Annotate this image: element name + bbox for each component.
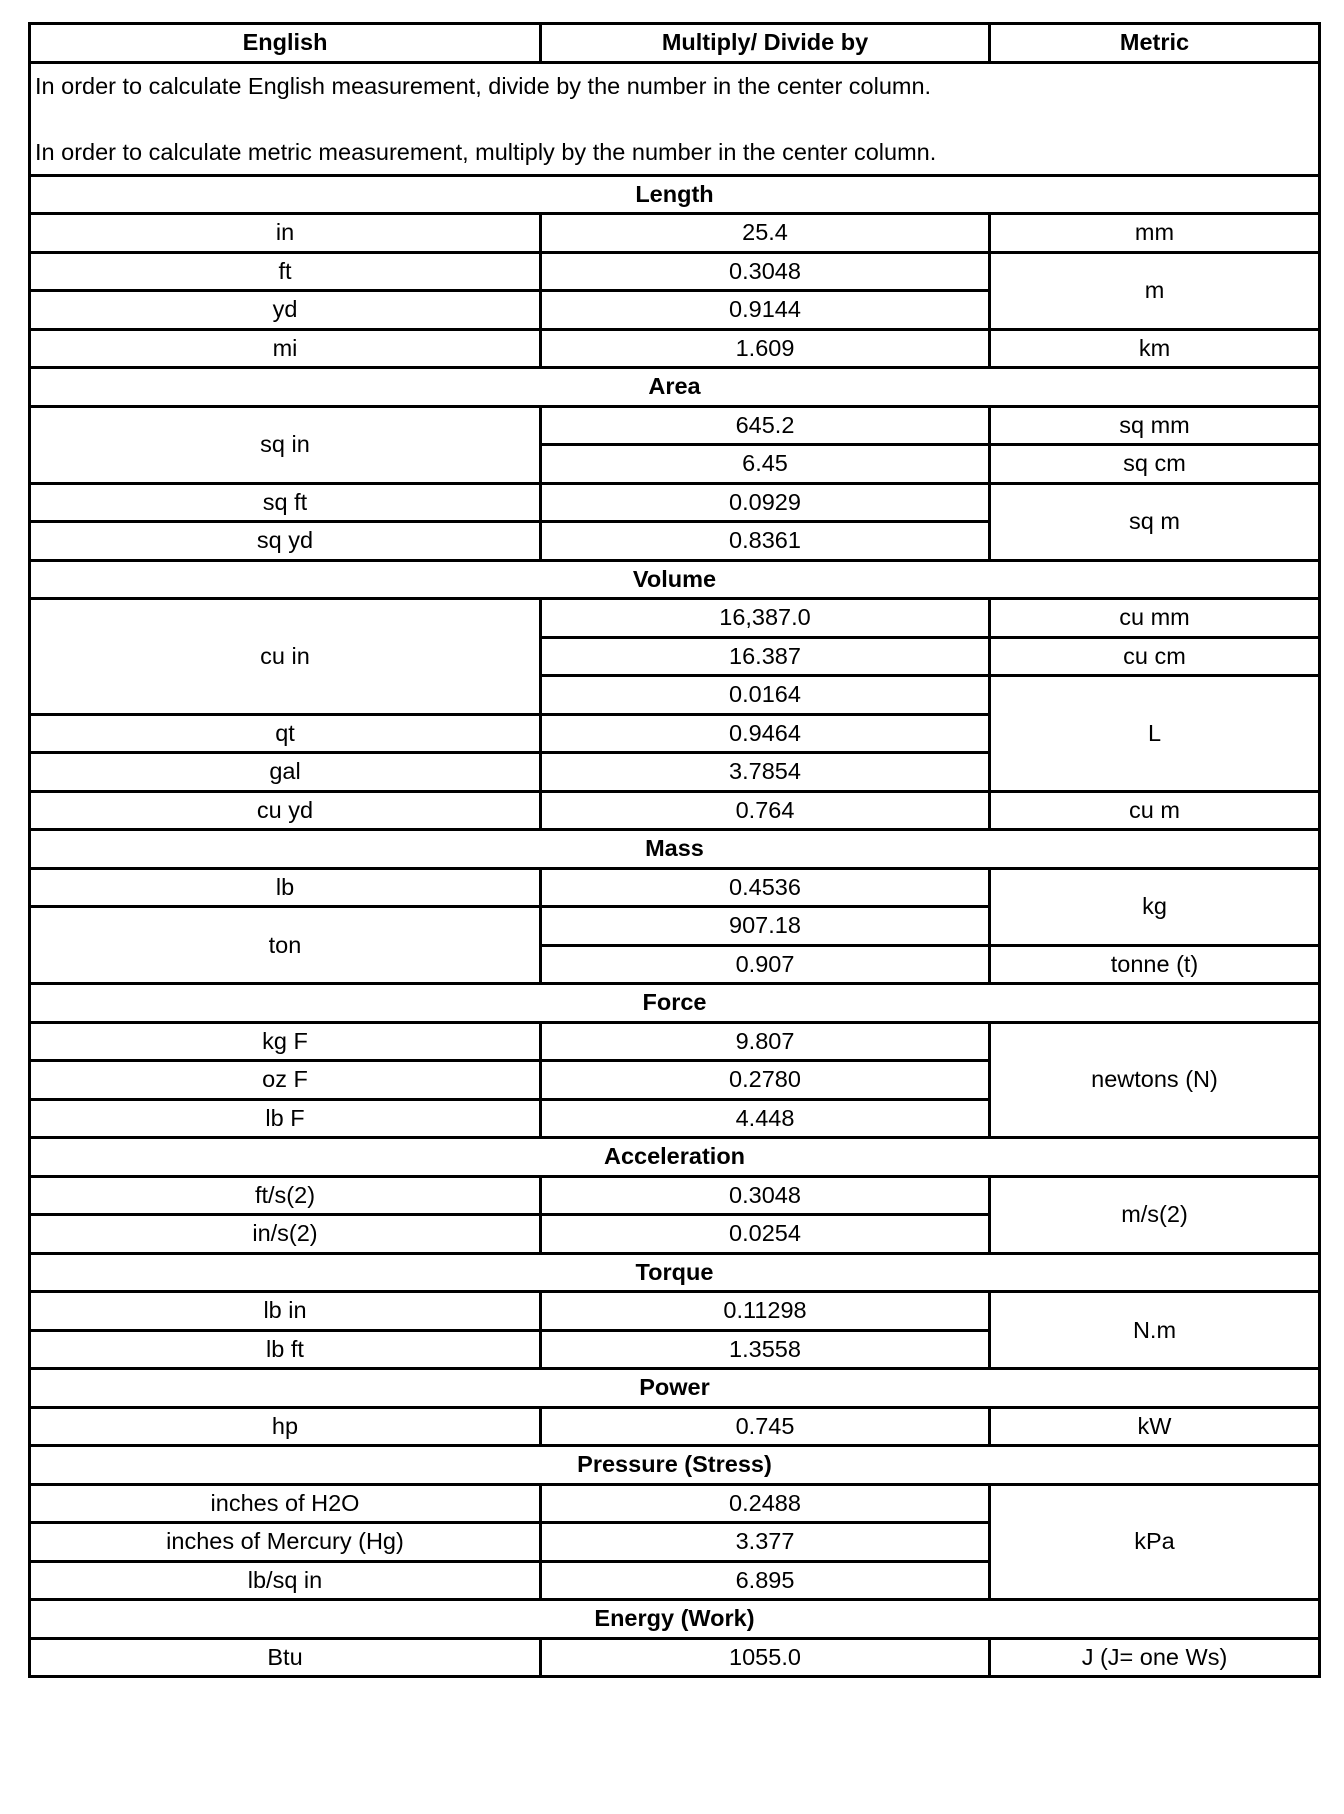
english-unit: ton bbox=[30, 907, 541, 984]
conversion-factor: 0.9144 bbox=[541, 291, 990, 330]
section-title-force: Force bbox=[30, 984, 1320, 1023]
conversion-factor: 0.4536 bbox=[541, 868, 990, 907]
metric-unit: m/s(2) bbox=[990, 1176, 1320, 1253]
section-title-acceleration: Acceleration bbox=[30, 1138, 1320, 1177]
metric-unit: km bbox=[990, 329, 1320, 368]
english-unit: Btu bbox=[30, 1638, 541, 1677]
metric-unit: sq mm bbox=[990, 406, 1320, 445]
english-unit: oz F bbox=[30, 1061, 541, 1100]
english-unit: mi bbox=[30, 329, 541, 368]
english-unit: sq in bbox=[30, 406, 541, 483]
header-english: English bbox=[30, 24, 541, 63]
english-unit: inches of Mercury (Hg) bbox=[30, 1523, 541, 1562]
conversion-factor: 16,387.0 bbox=[541, 599, 990, 638]
metric-unit: kW bbox=[990, 1407, 1320, 1446]
metric-unit: cu m bbox=[990, 791, 1320, 830]
conversion-factor: 1055.0 bbox=[541, 1638, 990, 1677]
section-row-length bbox=[30, 175, 1320, 214]
table-row bbox=[30, 1638, 1320, 1677]
table-row bbox=[30, 406, 1320, 445]
instructions-row bbox=[30, 62, 1320, 175]
metric-unit: newtons (N) bbox=[990, 1022, 1320, 1138]
metric-unit: kPa bbox=[990, 1484, 1320, 1600]
conversion-factor: 1.3558 bbox=[541, 1330, 990, 1369]
section-row-acceleration bbox=[30, 1138, 1320, 1177]
section-title-length: Length bbox=[30, 175, 1320, 214]
instructions-cell bbox=[30, 62, 1320, 175]
metric-unit: N.m bbox=[990, 1292, 1320, 1369]
conversion-factor: 0.0164 bbox=[541, 676, 990, 715]
english-unit: cu in bbox=[30, 599, 541, 715]
table-row bbox=[30, 329, 1320, 368]
table-row bbox=[30, 791, 1320, 830]
conversion-factor: 1.609 bbox=[541, 329, 990, 368]
english-unit: gal bbox=[30, 753, 541, 792]
table-row bbox=[30, 1292, 1320, 1331]
header-metric: Metric bbox=[990, 24, 1320, 63]
conversion-factor: 16.387 bbox=[541, 637, 990, 676]
metric-unit: cu mm bbox=[990, 599, 1320, 638]
conversion-factor: 6.895 bbox=[541, 1561, 990, 1600]
conversion-factor: 3.377 bbox=[541, 1523, 990, 1562]
english-unit: inches of H2O bbox=[30, 1484, 541, 1523]
section-row-torque bbox=[30, 1253, 1320, 1292]
conversion-factor: 0.9464 bbox=[541, 714, 990, 753]
conversion-factor: 0.745 bbox=[541, 1407, 990, 1446]
metric-unit: kg bbox=[990, 868, 1320, 945]
conversion-factor: 25.4 bbox=[541, 214, 990, 253]
conversion-factor: 0.2488 bbox=[541, 1484, 990, 1523]
english-unit: in bbox=[30, 214, 541, 253]
table-row bbox=[30, 1176, 1320, 1215]
conversion-factor: 6.45 bbox=[541, 445, 990, 484]
metric-unit: sq m bbox=[990, 483, 1320, 560]
english-unit: yd bbox=[30, 291, 541, 330]
conversion-factor: 645.2 bbox=[541, 406, 990, 445]
english-unit: qt bbox=[30, 714, 541, 753]
metric-unit: mm bbox=[990, 214, 1320, 253]
section-title-pressure: Pressure (Stress) bbox=[30, 1446, 1320, 1485]
table-row bbox=[30, 252, 1320, 291]
english-unit: lb in bbox=[30, 1292, 541, 1331]
english-unit: hp bbox=[30, 1407, 541, 1446]
conversion-factor: 907.18 bbox=[541, 907, 990, 946]
section-title-power: Power bbox=[30, 1369, 1320, 1408]
english-unit: ft bbox=[30, 252, 541, 291]
english-unit: ft/s(2) bbox=[30, 1176, 541, 1215]
table-row bbox=[30, 1022, 1320, 1061]
english-unit: lb/sq in bbox=[30, 1561, 541, 1600]
section-title-area: Area bbox=[30, 368, 1320, 407]
conversion-table bbox=[28, 22, 1321, 1678]
section-row-mass bbox=[30, 830, 1320, 869]
conversion-factor: 0.0929 bbox=[541, 483, 990, 522]
conversion-factor: 3.7854 bbox=[541, 753, 990, 792]
header-row bbox=[30, 24, 1320, 63]
conversion-factor: 0.764 bbox=[541, 791, 990, 830]
english-unit: lb F bbox=[30, 1099, 541, 1138]
section-row-pressure bbox=[30, 1446, 1320, 1485]
english-unit: lb bbox=[30, 868, 541, 907]
table-row bbox=[30, 1407, 1320, 1446]
english-unit: kg F bbox=[30, 1022, 541, 1061]
table-row bbox=[30, 868, 1320, 907]
english-unit: sq ft bbox=[30, 483, 541, 522]
table-row bbox=[30, 214, 1320, 253]
conversion-factor: 0.0254 bbox=[541, 1215, 990, 1254]
conversion-factor: 0.11298 bbox=[541, 1292, 990, 1331]
section-title-torque: Torque bbox=[30, 1253, 1320, 1292]
conversion-factor: 4.448 bbox=[541, 1099, 990, 1138]
metric-unit: m bbox=[990, 252, 1320, 329]
section-row-energy bbox=[30, 1600, 1320, 1639]
conversion-factor: 0.2780 bbox=[541, 1061, 990, 1100]
section-row-volume bbox=[30, 560, 1320, 599]
metric-unit: tonne (t) bbox=[990, 945, 1320, 984]
english-unit: cu yd bbox=[30, 791, 541, 830]
english-unit: lb ft bbox=[30, 1330, 541, 1369]
table-row bbox=[30, 1484, 1320, 1523]
metric-unit: J (J= one Ws) bbox=[990, 1638, 1320, 1677]
conversion-factor: 0.8361 bbox=[541, 522, 990, 561]
conversion-factor: 0.907 bbox=[541, 945, 990, 984]
section-row-power bbox=[30, 1369, 1320, 1408]
metric-unit: cu cm bbox=[990, 637, 1320, 676]
header-factor: Multiply/ Divide by bbox=[541, 24, 990, 63]
conversion-factor: 9.807 bbox=[541, 1022, 990, 1061]
section-row-force bbox=[30, 984, 1320, 1023]
english-unit: sq yd bbox=[30, 522, 541, 561]
instruction-metric: In order to calculate metric measurement, multiply by the number in the center column. bbox=[35, 138, 937, 165]
metric-unit: L bbox=[990, 676, 1320, 792]
conversion-factor: 0.3048 bbox=[541, 1176, 990, 1215]
metric-unit: sq cm bbox=[990, 445, 1320, 484]
section-title-mass: Mass bbox=[30, 830, 1320, 869]
table-row bbox=[30, 483, 1320, 522]
english-unit: in/s(2) bbox=[30, 1215, 541, 1254]
table-row bbox=[30, 599, 1320, 638]
section-title-energy: Energy (Work) bbox=[30, 1600, 1320, 1639]
section-title-volume: Volume bbox=[30, 560, 1320, 599]
instruction-english: In order to calculate English measurement, divide by the number in the center column. bbox=[35, 72, 932, 99]
conversion-factor: 0.3048 bbox=[541, 252, 990, 291]
section-row-area bbox=[30, 368, 1320, 407]
